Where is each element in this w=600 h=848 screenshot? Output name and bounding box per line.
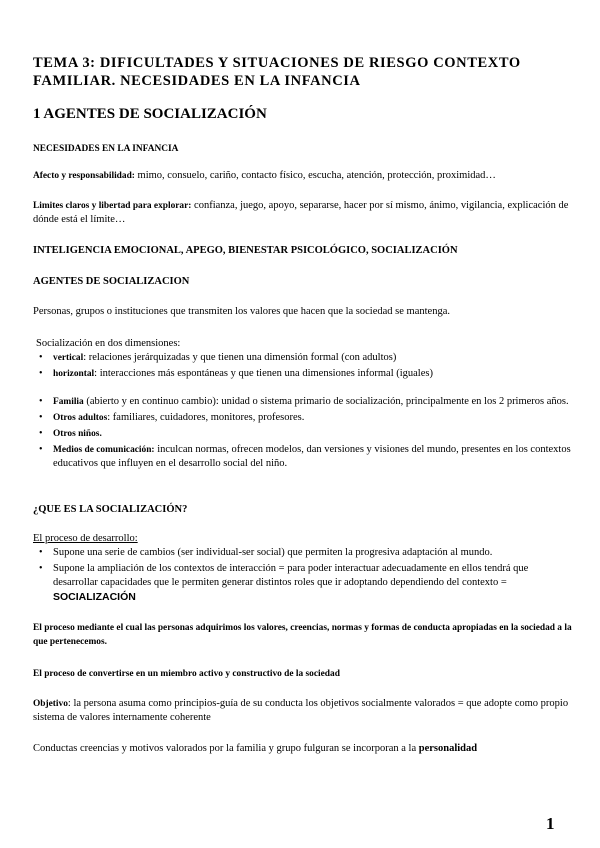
list-item: • Supone la ampliación de los contextos de interacción = para poder interactuar adecuadamente en ellos tendrá que desarrollar capacidades que le permiten generar distintos roles que ir adoptando dependiendo del contexto = SOCIALIZACIÓN: [33, 562, 573, 605]
afecto-text: mimo, consuelo, cariño, contacto físico, escucha, atención, protección, proximidad…: [134, 170, 496, 181]
needs-heading: NECESIDADES EN LA INFANCIA: [33, 144, 179, 154]
limites-paragraph: [33, 199, 573, 227]
objetivo-text: : la persona asuma como principios-guía de su conducta los objetivos socialmente valorados = que adopte como propio sistema de valores internamente coherente: [33, 698, 569, 723]
dimensiones-list: [33, 351, 573, 383]
list-item: • Otros adultos: familiares, cuidadores, monitores, profesores.: [33, 411, 573, 425]
objetivo-label: Objetivo: [33, 699, 68, 709]
proceso-list: [33, 546, 573, 607]
conductas-text: Conductas creencias y motivos valorados por la familia y grupo fulguran se incorporan a la: [33, 743, 419, 754]
objetivo-paragraph: [33, 697, 573, 725]
definition-1: El proceso mediante el cual las personas adquirimos los valores, creencias, normas y formas de conducta apropiadas en la sociedad a la que pertenecemos.: [33, 623, 572, 647]
personalidad-word: personalidad: [418, 743, 478, 754]
agentes-definition: Personas, grupos o instituciones que transmiten los valores que hacen que la sociedad se mantenga.: [33, 306, 450, 317]
list-item: • Familia (abierto y en continuo cambio): unidad o sistema primario de socialización, principalmente en los 2 primeros años.: [33, 395, 573, 409]
proceso-label: El proceso de desarrollo:: [33, 533, 138, 544]
que-es-heading: ¿QUE ES LA SOCIALIZACIÓN?: [33, 504, 188, 515]
page-number: 1: [546, 814, 555, 833]
definition-2: El proceso de convertirse en un miembro activo y constructivo de la sociedad: [33, 669, 340, 679]
list-item: • Supone una serie de cambios (ser individual-ser social) que permiten la progresiva adaptación al mundo.: [33, 546, 573, 560]
inteligencia-heading: INTELIGENCIA EMOCIONAL, APEGO, BIENESTAR PSICOLÓGICO, SOCIALIZACIÓN: [33, 245, 458, 256]
list-item: • vertical: relaciones jerárquizadas y que tienen una dimensión formal (con adultos): [33, 351, 573, 365]
agentes-heading: AGENTES DE SOCIALIZACION: [33, 276, 190, 287]
agentes-list: [33, 395, 573, 473]
list-item: • Otros niños.: [33, 427, 573, 441]
conductas-paragraph: [33, 742, 573, 756]
socializacion-word: SOCIALIZACIÓN: [53, 591, 136, 603]
afecto-paragraph: [33, 169, 573, 183]
list-item: • horizontal: interacciones más espontáneas y que tienen una dimensiones informal (iguales): [33, 367, 573, 381]
document-title: TEMA 3: DIFICULTADES Y SITUACIONES DE RIESGO CONTEXTO FAMILIAR. NECESIDADES EN LA INFANCIA: [33, 55, 521, 89]
dimensiones-intro: Socialización en dos dimensiones:: [36, 338, 181, 349]
limites-text: confianza, juego, apoyo, separarse, hacer por sí mismo, ánimo, vigilancia, explicación de dónde está el límite…: [33, 200, 569, 225]
list-item: • Medios de comunicación: inculcan normas, ofrecen modelos, dan versiones y visiones del mundo, presentes en los contextos educativos que influyen en el desarrollo social del niño.: [33, 443, 573, 471]
afecto-label: Afecto y responsabilidad:: [33, 171, 135, 181]
section-heading-agentes: 1 AGENTES DE SOCIALIZACIÓN: [33, 106, 267, 122]
limites-label: Limites claros y libertad para explorar:: [33, 201, 192, 211]
